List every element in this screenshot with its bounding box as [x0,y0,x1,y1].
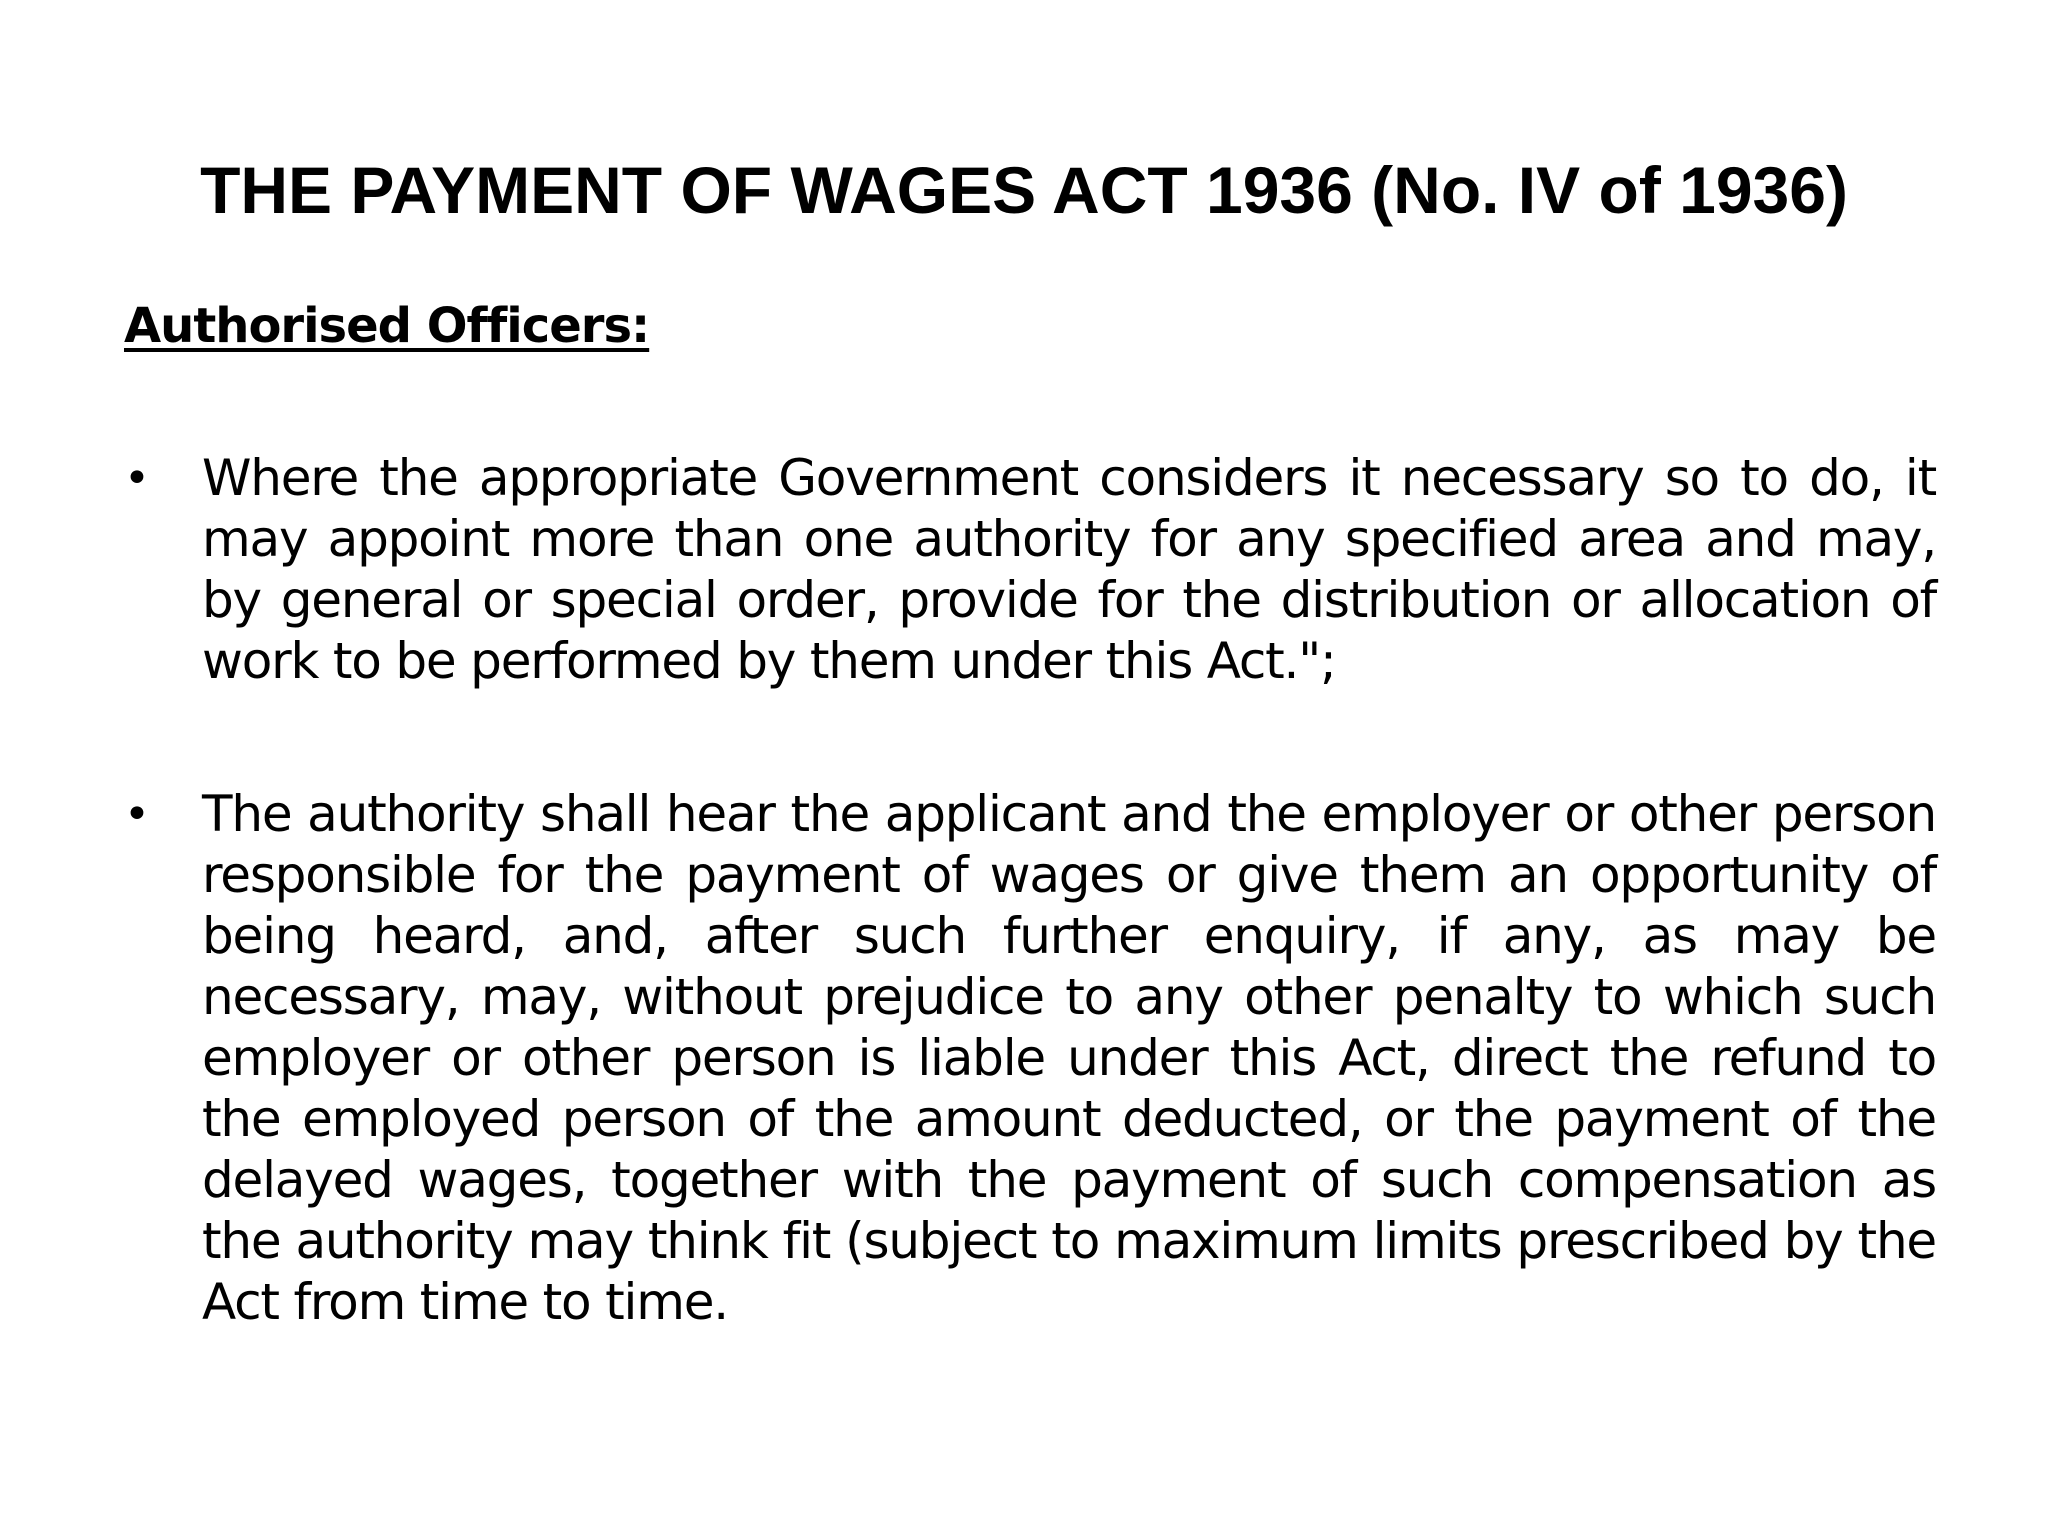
section-heading: Authorised Officers: [124,298,650,354]
bullet-text: Where the appropriate Government considers it necessary so to do, it may appoint more than one authority for any specified area and may, by general or special order, provide for the distribution or allocation of work to be performed by them under this Act."; [202,449,1936,690]
slide-title: THE PAYMENT OF WAGES ACT 1936 (No. IV of 1936) [200,153,1848,227]
bullet-icon: • [124,453,149,504]
bullet-icon: • [124,789,149,840]
bullet-text: The authority shall hear the applicant and the employer or other person responsible for the payment of wages or give them an opportunity of being heard, and, after such further enquiry, if any, as may be necessary, may, without prejudice to any other penalty to which such employer or other person is liable under this Act, direct the refund to the employed person of the amount deducted, or the payment of the delayed wages, together with the payment of such compensation as the authority may think fit (subject to maximum limits prescribed by the Act from time to time. [202,785,1936,1331]
bullet-item [124,448,1936,692]
bullet-list [124,448,1936,1333]
bullet-item [124,784,1936,1333]
